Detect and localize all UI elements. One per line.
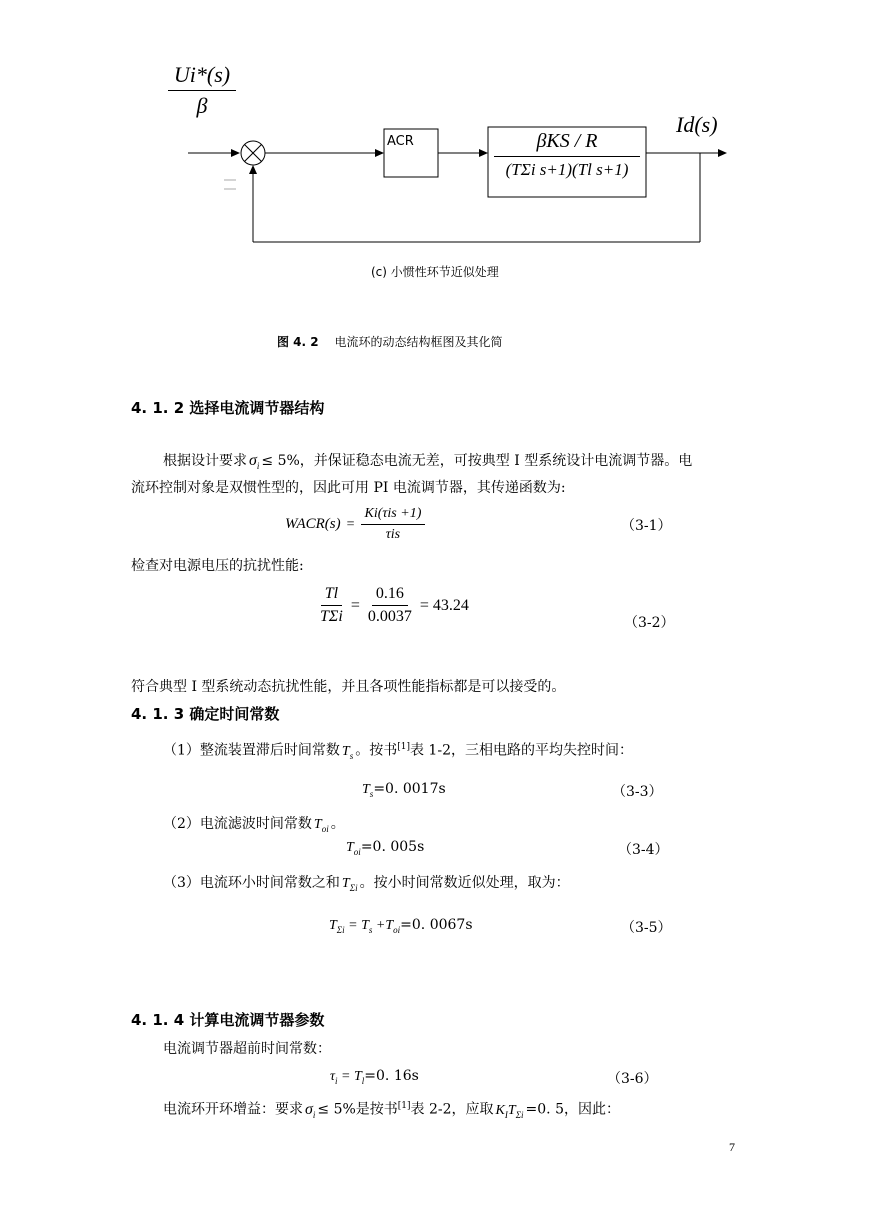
eq34-number: （3-4） [618, 842, 669, 858]
input-numerator: Ui*(s) [168, 62, 236, 91]
item-3: （3）电流环小时间常数之和 $T_{\Sigma i}$ 。按小时间常数近似处理，取为： [163, 875, 570, 893]
input-denominator: β [196, 93, 208, 118]
heading-4-1-3: 4. 1. 3 确定时间常数 [131, 705, 280, 723]
figure-caption [277, 333, 502, 350]
figure-label: 图 4. 2 [277, 335, 319, 349]
block-diagram [0, 0, 869, 300]
heading-4-1-4: 4. 1. 4 计算电流调节器参数 [131, 1011, 325, 1029]
acr-label: ACR [387, 134, 414, 149]
plant-denominator: (TΣi s+1)(Tl s+1) [505, 160, 629, 179]
eq32-fraction-1: $\frac{Tl}{\text{TΣi}}$ [320, 585, 343, 625]
eq35-number: （3-5） [621, 920, 672, 936]
equation-3-4: $T_{oi}=0$. 005s [346, 839, 425, 857]
item-1: （1）整流装置滞后时间常数 $T_s$ 。按书[1]表 1-2，三相电路的平均失控时间： [163, 742, 633, 761]
plant-transfer-function [490, 130, 644, 180]
figure-text: 电流环的动态结构框图及其化简 [334, 335, 503, 349]
diagram-caption: (c) 小惯性环节近似处理 [371, 265, 499, 279]
diagram-lines [0, 0, 869, 300]
paragraph-4-1-2-line2: 流环控制对象是双惯性型的，因此可用 PI 电流调节器，其传递函数为: [131, 480, 566, 496]
eq32-fraction-2: $\frac{0.16}{0.0037}$ [367, 585, 412, 625]
equation-3-5: $T_{\Sigma i} = T_s +T_{oi}=0$. 0067s [329, 917, 473, 935]
eq31-lhs: WACR(s) [285, 516, 341, 532]
heading-4-1-2: 4. 1. 2 选择电流调节器结构 [131, 399, 325, 417]
eq33-number: （3-3） [612, 784, 663, 800]
equation-3-1: WACR(s) = $\frac{\text{Ki(τis +1)}}{\text{τis}}$ [285, 506, 425, 543]
item-2: （2）电流滤波时间常数 $T_{oi}$ 。 [163, 816, 345, 834]
plant-numerator: βKS / R [494, 130, 640, 157]
equation-3-6: $\tau_i = T_l=0$. 16s [330, 1068, 419, 1086]
equation-3-3: $T_s=0$. 0017s [362, 781, 446, 799]
eq32-number: （3-2） [624, 615, 675, 631]
page-number: 7 [729, 1140, 735, 1154]
eq32-result: = 43.24 [419, 596, 469, 614]
eq31-number: （3-1） [621, 518, 672, 534]
eq31-fraction: $\frac{\text{Ki(τis +1)}}{\text{τis}}$ [361, 506, 426, 543]
output-label: Id(s) [676, 112, 718, 137]
paragraph-4-1-2-line3: 检查对电源电压的抗扰性能: [131, 558, 304, 574]
paragraph-4-1-4-line2: 电流环开环增益：要求 $\sigma_i \le 5\%$是按书[1]表 2-2，应取 $K_IT_{\Sigma i} =0$. 5，因此： [163, 1100, 620, 1120]
equation-3-2: $\frac{Tl}{\text{TΣi}}$ = $\frac{0.16}{0.0037}$ = 43.24 [316, 585, 469, 626]
paragraph-4-1-2-line4: 符合典型 I 型系统动态抗扰性能，并且各项性能指标都是可以接受的。 [131, 679, 566, 695]
input-label [168, 62, 236, 119]
paragraph-4-1-2-line1: 根据设计要求 $\sigma_i \le 5\%$，并保证稳态电流无差，可按典型 I 型系统设计电流调节器。电 [163, 452, 693, 472]
eq36-number: （3-6） [607, 1071, 658, 1087]
sigma-i-symbol: $\sigma_i$ [249, 452, 260, 472]
paragraph-4-1-4-line1: 电流调节器超前时间常数： [163, 1041, 331, 1057]
